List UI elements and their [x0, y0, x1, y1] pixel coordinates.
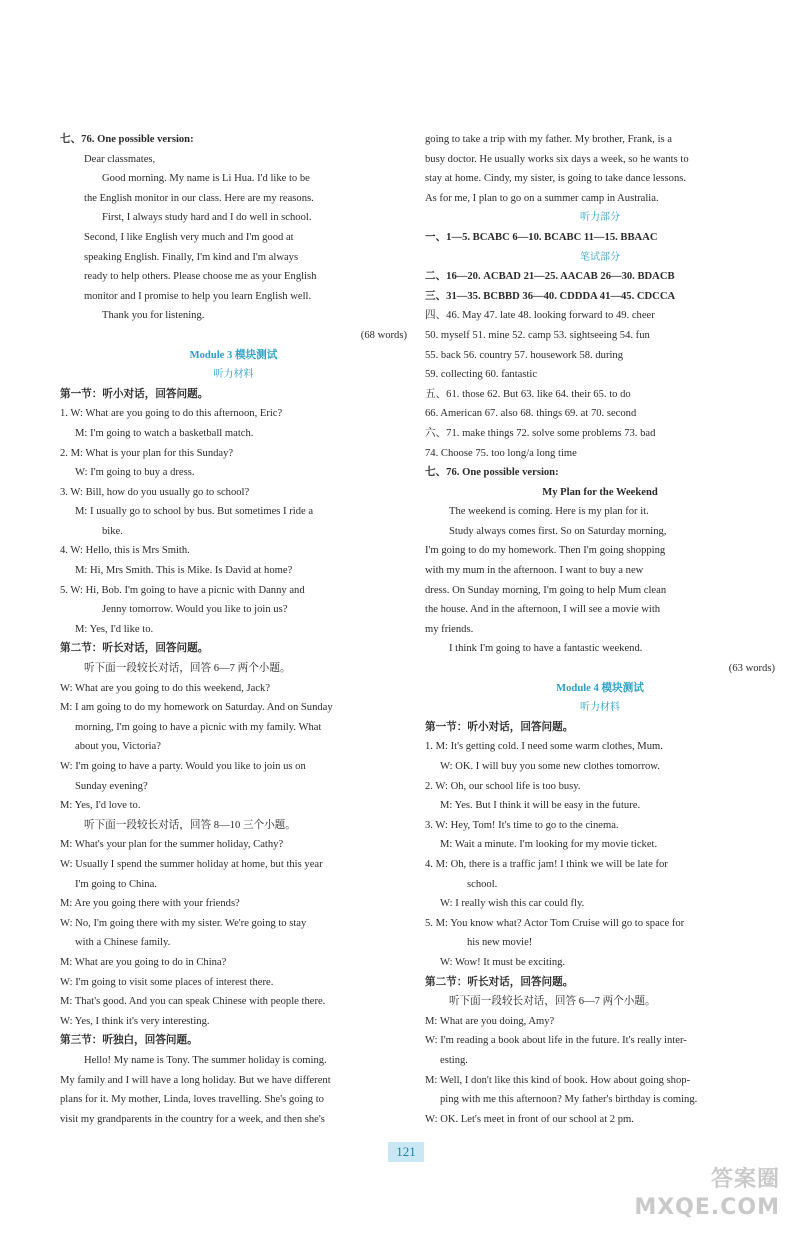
text-line: 2. M: What is your plan for this Sunday?: [60, 447, 234, 459]
text-line: 七、76. One possible version:: [60, 134, 194, 145]
text-line: Module 4 模块测试: [556, 682, 644, 694]
text-line: W: I really wish this car could fly.: [440, 898, 585, 910]
text-line: 1. M: It's getting cold. I need some warm clothes, Mum.: [425, 741, 663, 753]
text-line: with a Chinese family.: [75, 937, 171, 949]
text-line: I'm going to do my homework. Then I'm going shopping: [425, 545, 666, 557]
text-line: M: I am going to do my homework on Saturday. And on Sunday: [60, 702, 333, 714]
text-line: M: What are you going to do in China?: [60, 956, 227, 968]
text-line: M: Are you going there with your friends?: [60, 898, 240, 910]
text-line: about you, Victoria?: [75, 741, 161, 753]
text-line: my friends.: [425, 623, 474, 635]
text-line: M: I'm going to watch a basketball match.: [75, 427, 254, 439]
text-line: 66. American 67. also 68. things 69. at 70. second: [425, 408, 637, 420]
text-line: speaking English. Finally, I'm kind and I'm always: [84, 251, 299, 263]
text-line: Sunday evening?: [75, 780, 148, 792]
text-line: M: Wait a minute. I'm looking for my movie ticket.: [440, 839, 658, 851]
text-line: bike.: [102, 525, 123, 537]
text-line: Jenny tomorrow. Would you like to join us?: [102, 604, 288, 616]
text-line: (63 words): [728, 663, 775, 675]
text-line: W: I'm going to buy a dress.: [75, 467, 195, 479]
text-line: As for me, I plan to go on a summer camp in Australia.: [425, 192, 659, 204]
text-line: M: Yes, I'd like to.: [75, 623, 154, 635]
text-line: M: What's your plan for the summer holiday, Cathy?: [60, 839, 284, 851]
text-line: ready to help others. Please choose me as your English: [84, 271, 317, 283]
text-line: school.: [467, 878, 498, 890]
text-line: the house. And in the afternoon, I will see a movie with: [425, 604, 661, 616]
text-line: My family and I will have a long holiday. But we have different: [60, 1074, 331, 1086]
text-line: (68 words): [360, 329, 407, 341]
text-line: Good morning. My name is Li Hua. I'd like to be: [102, 173, 310, 185]
text-line: M: That's good. And you can speak Chinese with people there.: [60, 996, 326, 1008]
text-line: esting.: [440, 1054, 468, 1066]
text-line: 三、31—35. BCBBD 36—40. CDDDA 41—45. CDCCA: [425, 290, 676, 302]
text-line: My Plan for the Weekend: [542, 486, 658, 498]
text-line: morning, I'm going to have a picnic with my family. What: [75, 721, 322, 733]
text-line: 第二节：听长对话，回答问题。: [60, 643, 209, 655]
text-line: visit my grandparents in the country for a week, and then she's: [60, 1113, 325, 1125]
text-line: 四、46. May 47. late 48. looking forward to 49. cheer: [425, 310, 655, 322]
text-line: 二、16—20. ACBAD 21—25. AACAB 26—30. BDACB: [425, 271, 675, 283]
text-line: 1. W: What are you going to do this afternoon, Eric?: [60, 408, 283, 420]
text-line: with my mum in the afternoon. I want to buy a new: [425, 565, 644, 577]
text-line: I think I'm going to have a fantastic weekend.: [449, 643, 643, 655]
text-line: the English monitor in our class. Here are my reasons.: [84, 192, 314, 204]
text-line: 第二节：听长对话，回答问题。: [425, 976, 574, 988]
text-line: 5. W: Hi, Bob. I'm going to have a picnic with Danny and: [60, 584, 305, 596]
text-line: 听力材料: [580, 702, 620, 714]
text-line: 听力部分: [580, 212, 620, 224]
text-line: W: Yes, I think it's very interesting.: [60, 1015, 210, 1027]
text-line: 3. W: Bill, how do you usually go to school?: [60, 486, 250, 498]
text-line: 六、71. make things 72. solve some problems 73. bad: [425, 427, 656, 439]
text-line: W: I'm going to visit some places of interest there.: [60, 976, 274, 988]
text-line: going to take a trip with my father. My brother, Frank, is a: [425, 134, 673, 145]
watermark-line1: 答案圈: [710, 1167, 780, 1192]
text-line: 3. W: Hey, Tom! It's time to go to the cinema.: [425, 819, 619, 831]
text-line: I'm going to China.: [75, 878, 157, 890]
text-line: 2. W: Oh, our school life is too busy.: [425, 780, 581, 792]
text-line: busy doctor. He usually works six days a week, so he wants to: [425, 153, 689, 165]
text-line: Thank you for listening.: [102, 310, 205, 322]
text-line: W: I'm going to have a party. Would you like to join us on: [60, 761, 306, 772]
text-line: W: Wow! It must be exciting.: [440, 956, 566, 968]
text-line: 第一节：听小对话，回答问题。: [425, 721, 574, 733]
text-line: dress. On Sunday morning, I'm going to help Mum clean: [425, 584, 667, 596]
text-line: 55. back 56. country 57. housework 58. during: [425, 349, 624, 361]
text-line: The weekend is coming. Here is my plan for it.: [449, 506, 649, 518]
text-line: 74. Choose 75. too long/a long time: [425, 447, 577, 459]
text-line: W: What are you going to do this weekend, Jack?: [60, 682, 271, 694]
watermark: [634, 1166, 780, 1222]
text-line: Hello! My name is Tony. The summer holiday is coming.: [84, 1054, 327, 1066]
text-line: 50. myself 51. mine 52. camp 53. sightseeing 54. fun: [425, 329, 650, 341]
text-line: 五、61. those 62. But 63. like 64. their 65. to do: [425, 388, 631, 400]
text-line: W: I'm reading a book about life in the future. It's really inter-: [425, 1035, 687, 1047]
text-line: 5. M: You know what? Actor Tom Cruise will go to space for: [425, 917, 685, 929]
text-line: 笔试部分: [580, 251, 620, 263]
text-line: 4. W: Hello, this is Mrs Smith.: [60, 545, 190, 557]
text-line: W: OK. Let's meet in front of our school at 2 pm.: [425, 1113, 634, 1125]
text-line: 听下面一段较长对话，回答 6—7 两个小题。: [84, 663, 291, 675]
text-line: Dear classmates,: [84, 153, 156, 165]
page-number: 121: [388, 1142, 424, 1162]
text-line: his new movie!: [467, 937, 533, 949]
text-line: First, I always study hard and I do well in school.: [102, 212, 312, 224]
watermark-line2: MXQE.COM: [634, 1195, 780, 1220]
text-line: M: Yes. But I think it will be easy in the future.: [440, 800, 641, 812]
text-line: 听力材料: [213, 369, 254, 381]
text-line: M: Well, I don't like this kind of book. How about going shop-: [425, 1074, 691, 1086]
right-column: [425, 130, 775, 1129]
text-line: Module 3 模块测试: [189, 349, 278, 361]
text-line: W: OK. I will buy you some new clothes tomorrow.: [440, 761, 660, 772]
text-line: W: Usually I spend the summer holiday at home, but this year: [60, 858, 323, 870]
text-line: 听下面一段较长对话，回答 6—7 两个小题。: [449, 996, 656, 1008]
text-line: M: I usually go to school by bus. But sometimes I ride a: [75, 506, 314, 518]
text-line: 听下面一段较长对话，回答 8—10 三个小题。: [84, 819, 296, 831]
text-line: W: No, I'm going there with my sister. We're going to stay: [60, 917, 307, 929]
text-line: 一、1—5. BCABC 6—10. BCABC 11—15. BBAAC: [425, 231, 658, 243]
text-line: 第一节：听小对话，回答问题。: [60, 388, 209, 400]
text-line: 第三节：听独白，回答问题。: [60, 1035, 198, 1047]
text-line: M: Hi, Mrs Smith. This is Mike. Is David at home?: [75, 565, 293, 577]
text-line: M: Yes, I'd love to.: [60, 800, 141, 812]
text-line: stay at home. Cindy, my sister, is going to take dance lessons.: [425, 173, 687, 185]
text-line: 七、76. One possible version:: [425, 467, 559, 479]
text-line: 4. M: Oh, there is a traffic jam! I think we will be late for: [425, 858, 668, 870]
text-line: 59. collecting 60. fantastic: [425, 369, 538, 381]
text-line: plans for it. My mother, Linda, loves travelling. She's going to: [60, 1094, 324, 1106]
left-column: [60, 130, 407, 1129]
text-line: ping with me this afternoon? My father's birthday is coming.: [440, 1094, 698, 1106]
text-line: Study always comes first. So on Saturday morning,: [449, 525, 667, 537]
text-line: monitor and I promise to help you learn English well.: [84, 290, 312, 302]
text-line: M: What are you doing, Amy?: [425, 1015, 555, 1027]
text-line: Second, I like English very much and I'm good at: [84, 231, 294, 243]
